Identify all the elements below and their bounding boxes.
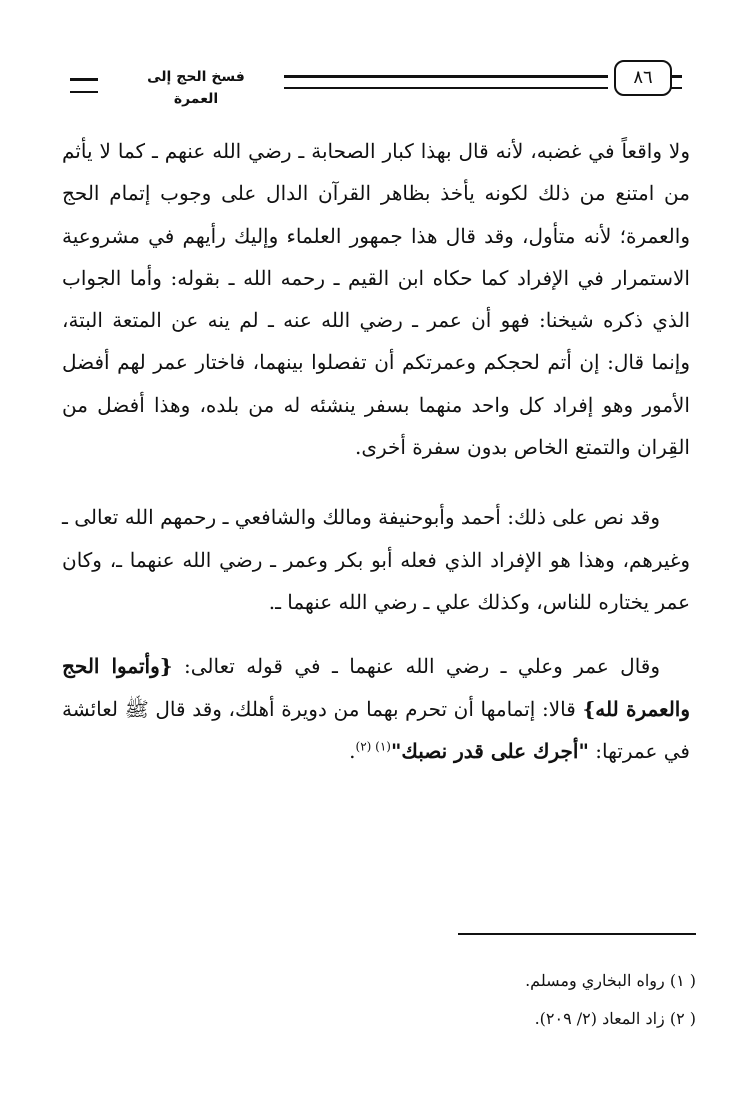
paragraph-3-middle: قالا: إتمامها أن تحرم بهما من دويرة أهلك، وقد قال ﷺ لعائشة في عمرتها: bbox=[62, 696, 690, 763]
footnote-references: (١) (٢) bbox=[355, 739, 391, 754]
quran-verse: {وأتموا الحج والعمرة لله} bbox=[62, 654, 691, 721]
footnotes bbox=[300, 962, 696, 1038]
page-header bbox=[62, 58, 682, 107]
footnote-2: ( ٢) زاد المعاد (٢/ ٢٠٩). bbox=[534, 1009, 696, 1028]
header-rule-right bbox=[670, 75, 682, 89]
footnote-1: ( ١) رواه البخاري ومسلم. bbox=[525, 971, 696, 990]
paragraph-2: وقد نص على ذلك: أحمد وأبوحنيفة ومالك والشافعي ـ رحمهم الله تعالى ـ وغيرهم، وهذا هو الإفراد الذي فعله أبو بكر وعمر ـ رضي الله عنهما ـ، وكان عمر يختاره للناس، وكذلك علي ـ رضي الله عنهما ـ. bbox=[62, 505, 691, 614]
paragraph-3-end: . bbox=[349, 738, 356, 763]
footnote-separator bbox=[458, 933, 696, 935]
page-number: ٨٦ bbox=[614, 60, 672, 96]
main-text bbox=[62, 130, 690, 772]
hadith-quote: "أجرك على قدر نصبك" bbox=[390, 738, 589, 763]
paragraph-1: ولا واقعاً في غضبه، لأنه قال بهذا كبار الصحابة ـ رضي الله عنهم ـ كما لا يأثم من امتنع من ذلك لكونه يأخذ بظاهر القرآن الدال على وجوب إتمام الحج والعمرة؛ لأنه متأول، وقد قال هذا جمهور العلماء وإليك رأيهم في مشروعية الاستمرار في الإفراد كما حكاه ابن القيم ـ رحمه الله ـ بقوله: وأما الجواب الذي ذكره شيخنا: فهو أن عمر ـ رضي الله عنه ـ لم ينه عن المتعة البتة، وإنما قال: إن أتم لحجكم وعمرتكم أن تفصلوا بينهما، فاختار عمر لهم أفضل الأمور وهو إفراد كل واحد منهما بسفر ينشئه له من بلده، وهذا أفضل من القِران والتمتع الخاص بدون سفرة أخرى. bbox=[62, 139, 690, 460]
paragraph-3 bbox=[62, 645, 690, 772]
paragraph-3-intro: وقال عمر وعلي ـ رضي الله عنهما ـ في قوله تعالى: bbox=[184, 654, 661, 679]
header-rule-left bbox=[70, 78, 98, 93]
header-rule-middle bbox=[284, 75, 608, 89]
running-title: فسخ الحج إلى العمرة bbox=[147, 69, 245, 107]
